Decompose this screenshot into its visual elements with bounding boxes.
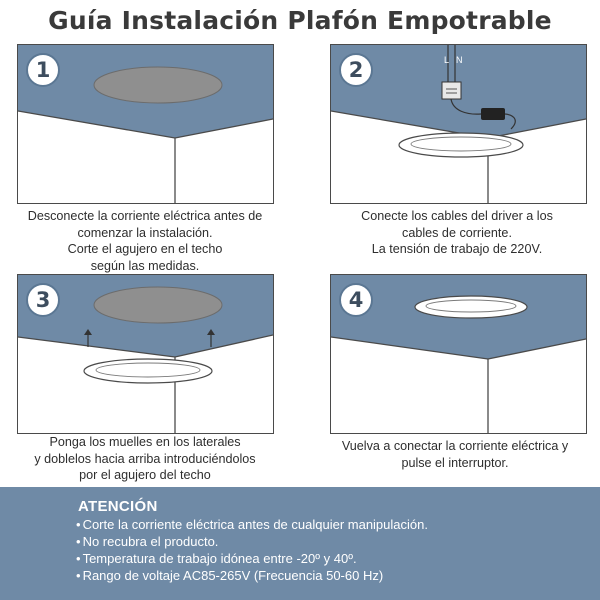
step-1-badge: 1 xyxy=(26,53,60,87)
step-3-caption xyxy=(0,434,290,484)
notice-item: • Rango de voltaje AC85-265V (Frecuencia 50-60 Hz) xyxy=(76,568,384,583)
notice-item-text: Rango de voltaje AC85-265V (Frecuencia 50-60 Hz) xyxy=(82,568,384,583)
wire-label-l-text: L xyxy=(444,55,450,65)
step-1-panel xyxy=(17,44,274,204)
step-2-caption xyxy=(312,208,600,258)
step-2-caption-line: cables de corriente. xyxy=(402,225,512,240)
notice-title: ATENCIÓN xyxy=(78,498,158,515)
step-1-caption-line: según las medidas. xyxy=(90,258,200,273)
notice-item-text: Temperatura de trabajo idónea entre -20º y 40º. xyxy=(82,551,357,566)
step-2-caption-line: Conecte los cables del driver a los xyxy=(361,209,553,223)
step-2-panel xyxy=(330,44,587,204)
step-4-panel xyxy=(330,274,587,434)
wire-label-n-text: N xyxy=(456,55,463,65)
step-3-panel xyxy=(17,274,274,434)
step-3-caption-line: por el agujero del techo xyxy=(79,468,211,482)
notice-item-text: Corte la corriente eléctrica antes de cualquier manipulación. xyxy=(82,517,428,532)
attention-notice xyxy=(0,487,600,600)
notice-list xyxy=(76,516,428,584)
step-3-caption-line: Ponga los muelles en los laterales xyxy=(49,435,241,449)
step-4-caption xyxy=(310,438,600,471)
notice-item: • Temperatura de trabajo idónea entre -20º y 40º. xyxy=(76,551,357,566)
notice-item: • Corte la corriente eléctrica antes de cualquier manipulación. xyxy=(76,517,428,532)
step-1-caption-line: Corte el agujero en el techo xyxy=(67,242,223,256)
step-2-caption-line: La tensión de trabajo de 220V. xyxy=(371,242,543,256)
step-2-badge: 2 xyxy=(339,53,373,87)
page-title: Guía Instalación Plafón Empotrable xyxy=(48,6,552,35)
step-4-badge: 4 xyxy=(339,283,373,317)
notice-item-text: No recubra el producto. xyxy=(82,534,219,549)
wire-label-l xyxy=(444,55,449,65)
step-3-badge: 3 xyxy=(26,283,60,317)
step-4-caption-line: Vuelva a conectar la corriente eléctrica y xyxy=(341,439,569,453)
step-3-caption-line: y doblelos hacia arriba introduciéndolos xyxy=(34,451,256,466)
step-1-caption-line: Desconecte la corriente eléctrica antes de xyxy=(27,209,263,223)
step-1-caption xyxy=(0,208,290,274)
step-1-caption-line: comenzar la instalación. xyxy=(77,225,213,240)
notice-item: • No recubra el producto. xyxy=(76,534,219,549)
wire-label-n xyxy=(456,55,463,65)
step-4-caption-line: pulse el interruptor. xyxy=(401,455,509,470)
